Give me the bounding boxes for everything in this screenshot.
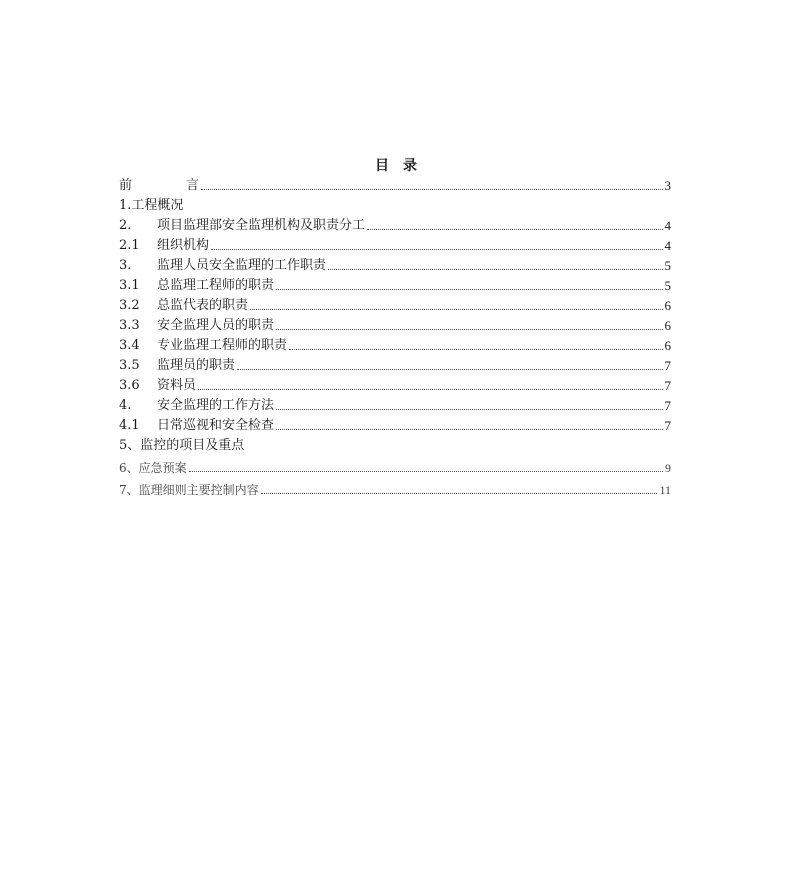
- leader-dots: [276, 429, 662, 430]
- entry-number: 1.: [119, 198, 132, 213]
- entry-number: 3.5: [119, 358, 140, 373]
- entry-label: 组织机构: [157, 238, 210, 253]
- toc-entry[interactable]: [119, 316, 671, 336]
- entry-label: 资料员: [157, 378, 197, 393]
- entry-number: 4.1: [119, 418, 140, 433]
- entry-number: 5、: [119, 438, 141, 453]
- entry-number: 3.: [119, 258, 132, 273]
- entry-number: 4.: [119, 398, 132, 413]
- entry-number: 3.6: [119, 378, 140, 393]
- entry-number: 2.1: [119, 238, 140, 253]
- entry-label: 项目监理部安全监理机构及职责分工: [157, 218, 366, 233]
- page-number: 5: [664, 258, 671, 273]
- toc-title: 目 录: [375, 158, 417, 174]
- entry-number: 3.3: [119, 318, 140, 333]
- toc-entry[interactable]: [119, 356, 671, 376]
- leader-dots: [237, 369, 662, 370]
- leader-dots: [198, 389, 662, 390]
- toc-entry[interactable]: [119, 216, 671, 236]
- table-of-contents: [119, 176, 671, 500]
- page-number: 6: [664, 318, 671, 333]
- toc-entry[interactable]: [119, 276, 671, 296]
- entry-label: 监控的项目及重点: [140, 438, 245, 453]
- entry-label: 监理人员安全监理的工作职责: [157, 258, 327, 273]
- page-number: 5: [664, 278, 671, 293]
- entry-label: 监理细则主要控制内容: [138, 483, 259, 497]
- page-number: 7: [664, 418, 671, 433]
- toc-entry[interactable]: [119, 456, 671, 478]
- preface-label: 前 言: [119, 178, 200, 193]
- toc-entry[interactable]: [119, 478, 671, 500]
- toc-entry[interactable]: [119, 436, 671, 456]
- leader-dots: [367, 229, 662, 230]
- toc-entry[interactable]: [119, 296, 671, 316]
- leader-dots: [189, 471, 663, 472]
- page-number: 6: [664, 298, 671, 313]
- leader-dots: [276, 289, 662, 290]
- toc-entry-preface[interactable]: [119, 176, 671, 196]
- page-number: 4: [664, 218, 671, 233]
- toc-entry[interactable]: [119, 336, 671, 356]
- page-number: 7: [664, 398, 671, 413]
- leader-dots: [276, 329, 662, 330]
- toc-entry[interactable]: [119, 396, 671, 416]
- entry-number: 3.1: [119, 278, 140, 293]
- page-number: 6: [664, 338, 671, 353]
- leader-dots: [328, 269, 662, 270]
- leader-dots: [289, 349, 662, 350]
- entry-label: 总监代表的职责: [157, 298, 249, 313]
- entry-label: 安全监理的工作方法: [157, 398, 275, 413]
- entry-number: 3.4: [119, 338, 140, 353]
- entry-label: 安全监理人员的职责: [157, 318, 275, 333]
- leader-dots: [250, 309, 662, 310]
- entry-number: 2.: [119, 218, 132, 233]
- entry-number: 6、: [119, 461, 139, 475]
- entry-label: 监理员的职责: [157, 358, 236, 373]
- page-number: 9: [665, 461, 671, 475]
- toc-entry[interactable]: [119, 376, 671, 396]
- toc-entry[interactable]: [119, 256, 671, 276]
- leader-dots: [211, 249, 662, 250]
- entry-number: 7、: [119, 483, 139, 497]
- page-number: 7: [664, 378, 671, 393]
- entry-label: 应急预案: [138, 461, 187, 475]
- toc-entry[interactable]: [119, 236, 671, 256]
- toc-entry[interactable]: [119, 416, 671, 436]
- page-number: 7: [664, 358, 671, 373]
- leader-dots: [276, 409, 662, 410]
- page-number: 4: [664, 238, 671, 253]
- leader-dots: [261, 493, 658, 494]
- page-number: 11: [659, 483, 671, 497]
- entry-number: 3.2: [119, 298, 140, 313]
- entry-label: 工程概况: [131, 198, 184, 213]
- leader-dots: [201, 189, 662, 190]
- entry-label: 日常巡视和安全检查: [157, 418, 275, 433]
- entry-label: 专业监理工程师的职责: [157, 338, 288, 353]
- page-number: 3: [664, 178, 671, 193]
- toc-entry[interactable]: [119, 196, 671, 216]
- entry-label: 总监理工程师的职责: [157, 278, 275, 293]
